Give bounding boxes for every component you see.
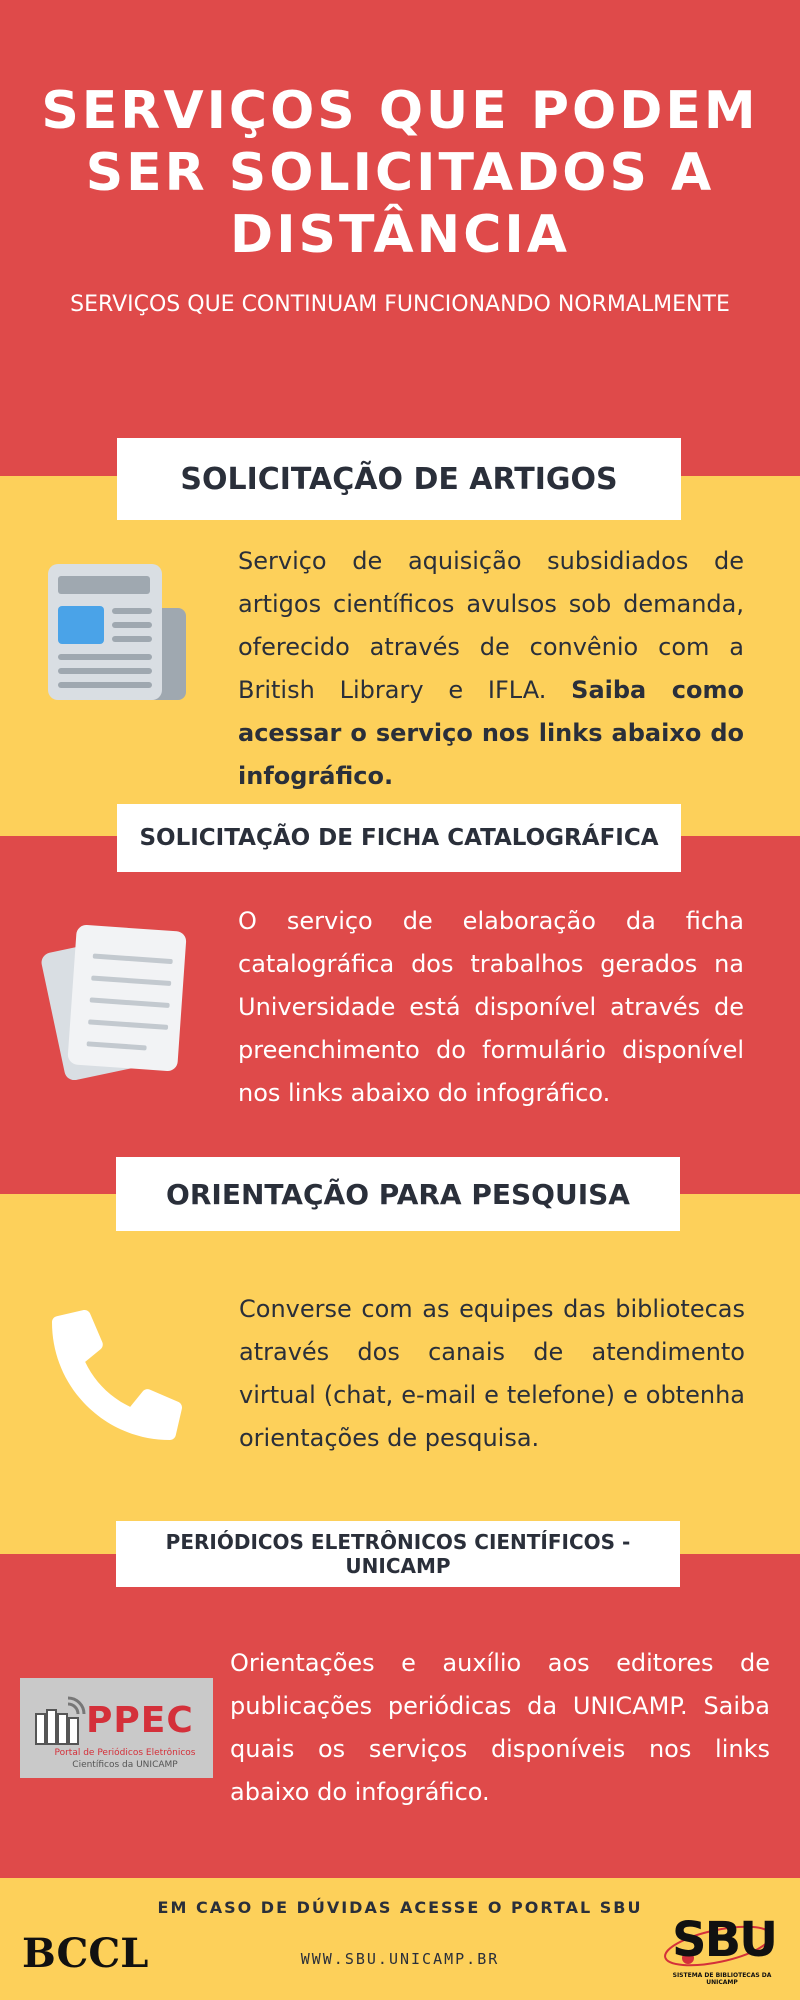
documents-icon — [40, 920, 190, 1080]
section-text-artigos-normal: Serviço de aquisição subsidiados de artigos científicos avulsos sob demanda, oferecido através de convênio com a British Library e IFLA. — [238, 547, 744, 704]
section-title-orientacao: ORIENTAÇÃO PARA PESQUISA — [116, 1157, 680, 1231]
section-text-artigos — [238, 540, 744, 798]
footer-url[interactable]: WWW.SBU.UNICAMP.BR — [300, 1950, 500, 1968]
section-text-orientacao: Converse com as equipes das bibliotecas através dos canais de atendimento virtual (chat, e-mail e telefone) e obtenha orientações de pesquisa. — [239, 1295, 745, 1452]
section-text-periodicos: Orientações e auxílio aos editores de publicações periódicas da UNICAMP. Saiba quais os serviços disponíveis nos links abaixo do infográfico. — [230, 1649, 770, 1806]
footer-cta: EM CASO DE DÚVIDAS ACESSE O PORTAL SBU — [157, 1898, 643, 1917]
sbu-logo — [662, 1912, 782, 1992]
page-title: SERVIÇOS QUE PODEM SER SOLICITADOS A DISTÂNCIA — [41, 81, 759, 265]
bccl-logo: BCCL — [22, 1930, 149, 1977]
ppec-logo-text: PPEC — [86, 1700, 194, 1741]
section-text-artigos-bold: Saiba como acessar o serviço nos links abaixo do infográfico. — [238, 676, 744, 790]
section-title-ficha: SOLICITAÇÃO DE FICHA CATALOGRÁFICA — [117, 804, 681, 872]
section-title-periodicos: PERIÓDICOS ELETRÔNICOS CIENTÍFICOS - UNICAMP — [116, 1521, 680, 1587]
phone-icon — [52, 1310, 182, 1440]
page-subtitle: SERVIÇOS QUE CONTINUAM FUNCIONANDO NORMALMENTE — [70, 292, 730, 317]
ppec-logo — [20, 1678, 213, 1778]
books-icon — [34, 1692, 90, 1748]
newspaper-icon — [46, 562, 188, 704]
section-text-ficha: O serviço de elaboração da ficha catalográfica dos trabalhos gerados na Universidade está disponível através de preenchimento do formulário disponível nos links abaixo do infográfico. — [238, 907, 744, 1107]
ppec-logo-line2: Científicos da UNICAMP — [72, 1760, 178, 1770]
section-title-artigos: SOLICITAÇÃO DE ARTIGOS — [117, 438, 681, 520]
sbu-logo-subtitle: SISTEMA DE BIBLIOTECAS DA UNICAMP — [672, 1972, 772, 1986]
sbu-logo-text: SBU — [672, 1912, 777, 1968]
ppec-logo-line1: Portal de Periódicos Eletrônicos — [54, 1748, 196, 1758]
